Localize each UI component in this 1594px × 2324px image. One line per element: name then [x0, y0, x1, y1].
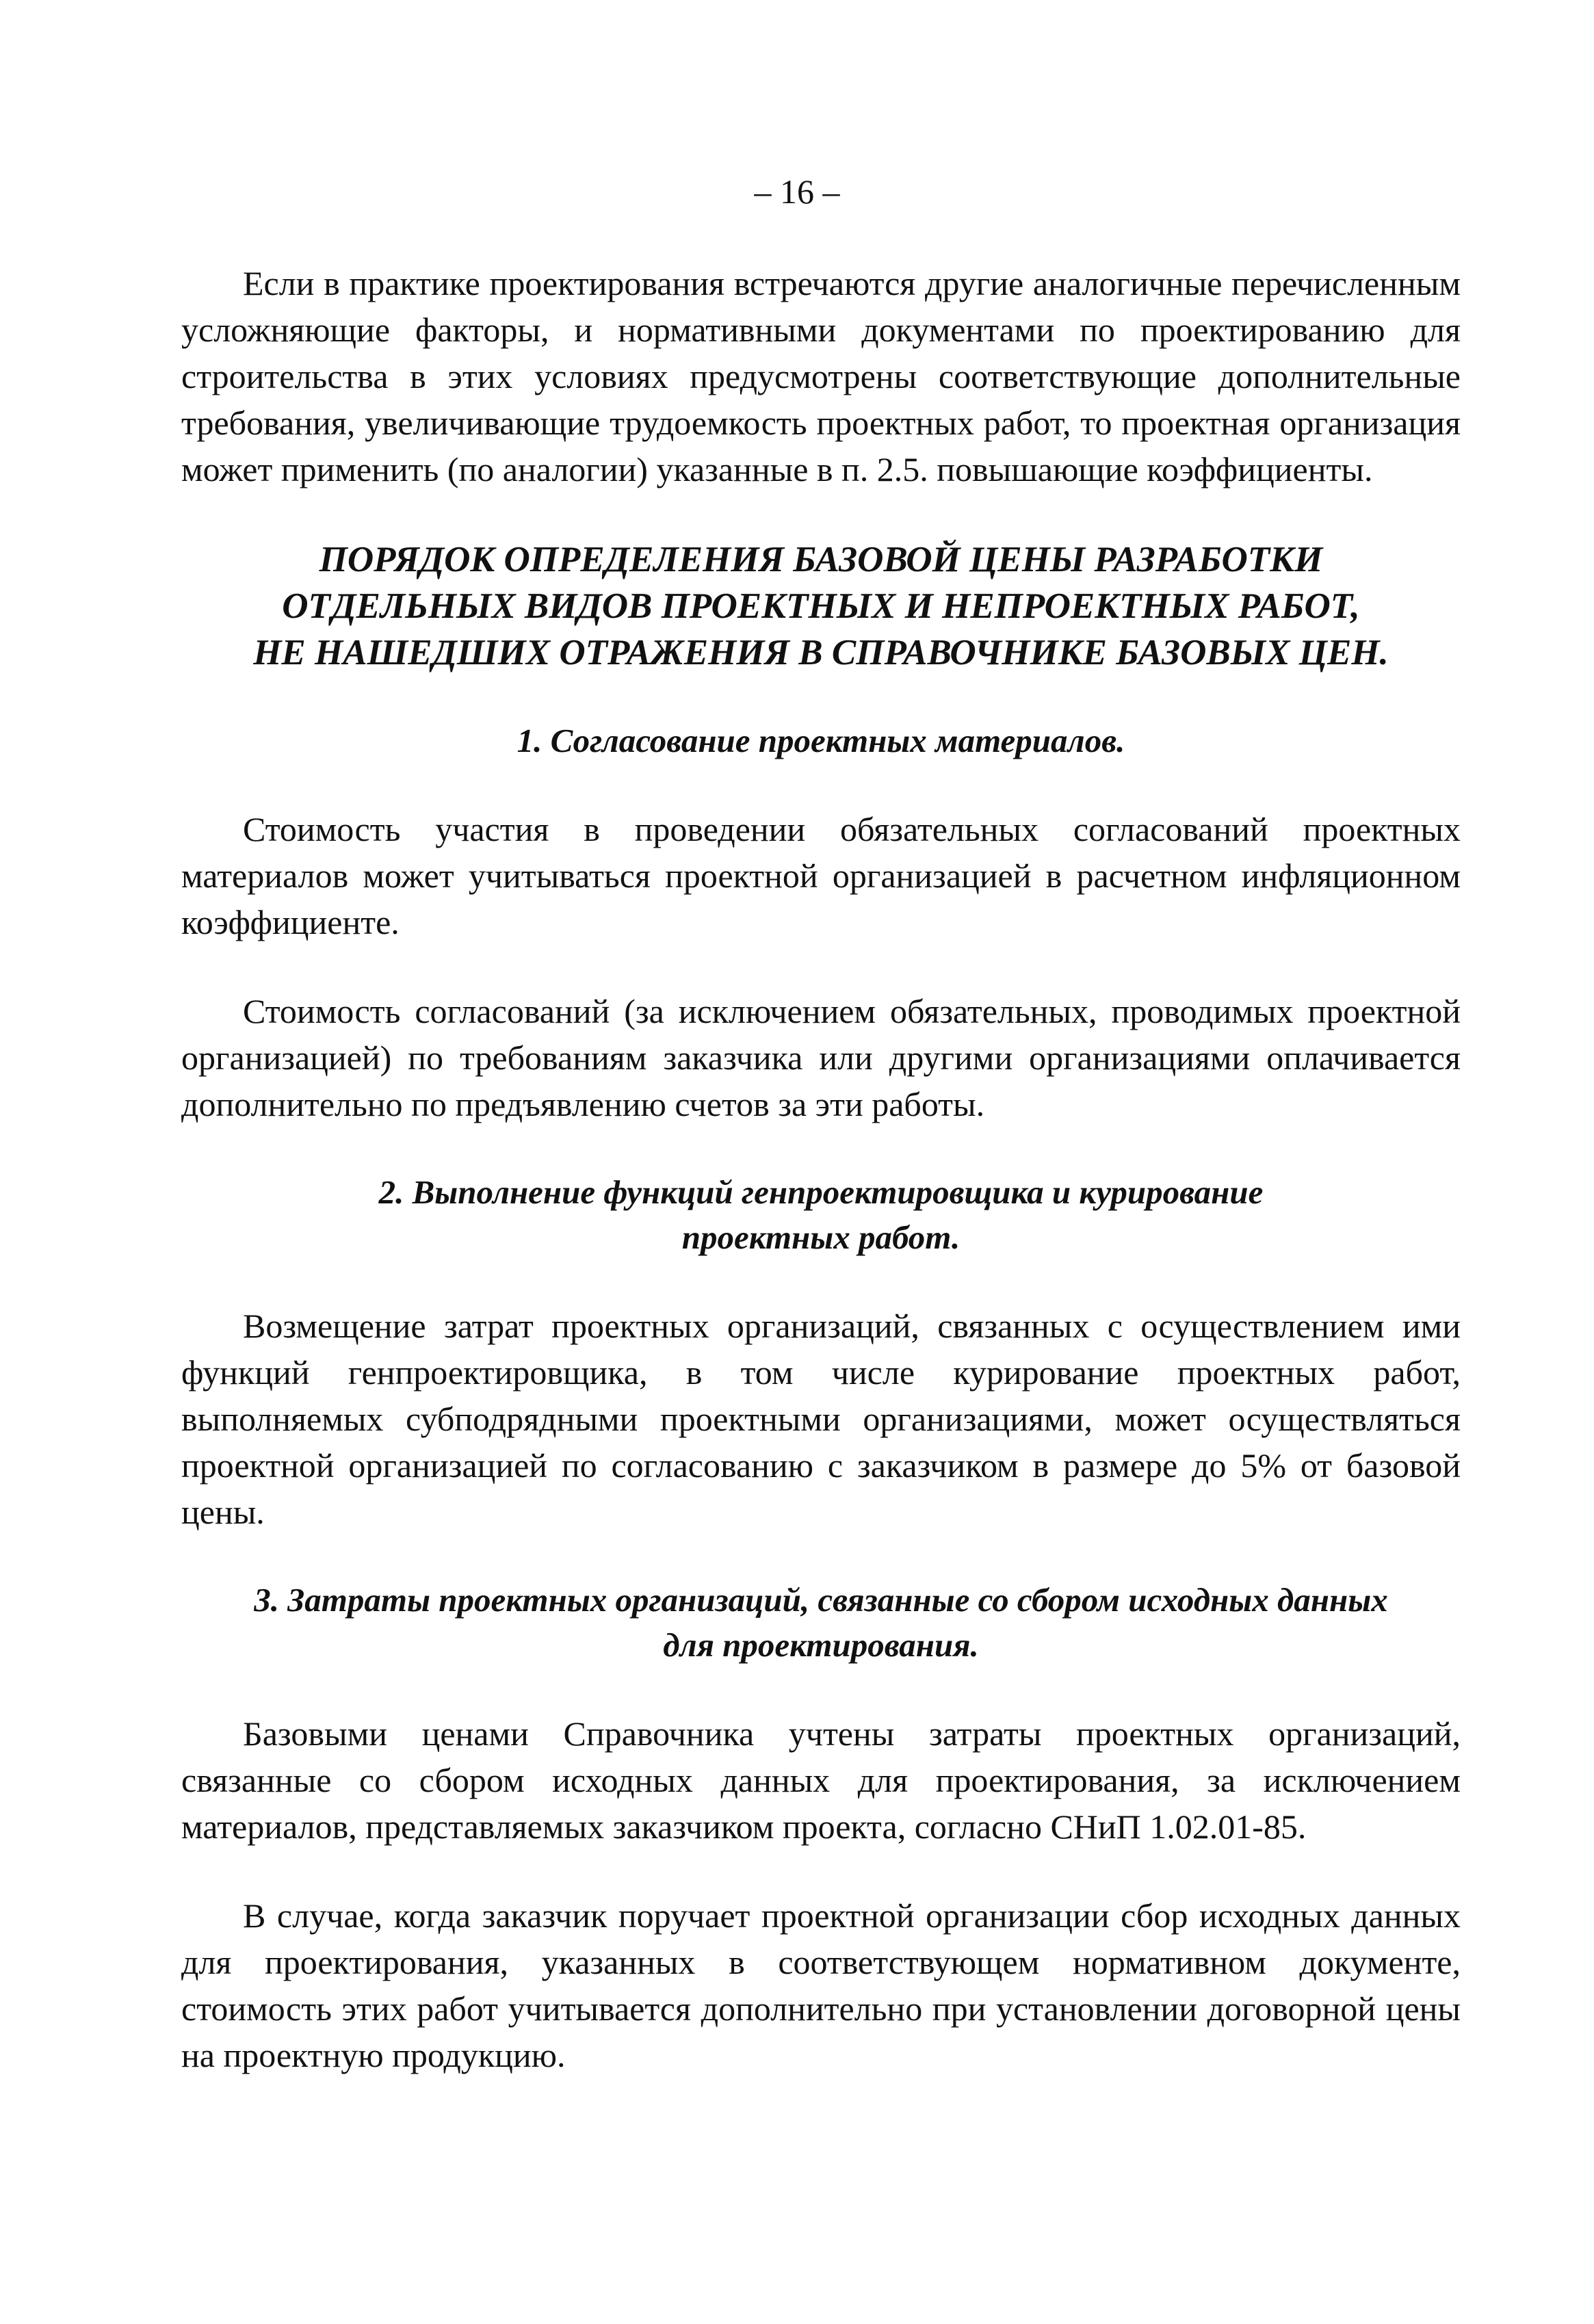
main-heading-line-2: ОТДЕЛЬНЫХ ВИДОВ ПРОЕКТНЫХ И НЕПРОЕКТНЫХ РАБОТ,: [282, 586, 1360, 626]
section-1-paragraph-2: Стоимость согласований (за исключением обязательных, проводимых проектной организацией) по требованиям заказчика или другими организациями оплачивается дополнительно по предъявлению счетов за эти работы.: [181, 992, 1461, 1123]
section-3-paragraph-2: В случае, когда заказчик поручает проектной организации сбор исходных данных для проектирования, указанных в соответствующем нормативном документе, стоимость этих работ учитывается дополнительно при установлении договорной цены на проектную продукцию.: [181, 1896, 1461, 2074]
main-heading-line-3: НЕ НАШЕДШИХ ОТРАЖЕНИЯ В СПРАВОЧНИКЕ БАЗОВЫХ ЦЕН.: [253, 633, 1389, 673]
main-heading: [181, 536, 1461, 676]
section-3-heading-line-2: для проектирования.: [663, 1626, 979, 1664]
section-3-paragraph-1: Базовыми ценами Справочника учтены затраты проектных организаций, связанные со сбором исходных данных для проектирования, за исключением материалов, представляемых заказчиком проекта, согласно СНиП 1.02.01-85.: [181, 1714, 1461, 1846]
section-2-heading-line-2: проектных работ.: [681, 1218, 961, 1256]
section-3-heading: [181, 1578, 1461, 1668]
page-number: – 16 –: [754, 172, 840, 211]
section-1-heading-line-1: 1. Согласование проектных материалов.: [517, 722, 1125, 759]
section-1-paragraph-1: Стоимость участия в проведении обязательных согласований проектных материалов может учитываться проектной организацией в расчетном инфляционном коэффициенте.: [181, 810, 1461, 941]
section-1-heading: [181, 718, 1461, 763]
intro-paragraph: Если в практике проектирования встречаются другие аналогичные перечисленным усложняющие факторы, и нормативными документами по проектированию для строительства в этих условиях предусмотрены соответствующие дополнительные требования, увеличивающие трудоемкость проектных работ, то проектная организация может применить (по аналогии) указанные в п. 2.5. повышающие коэффициенты.: [181, 264, 1461, 488]
main-heading-line-1: ПОРЯДОК ОПРЕДЕЛЕНИЯ БАЗОВОЙ ЦЕНЫ РАЗРАБОТКИ: [319, 540, 1323, 579]
section-3-heading-line-1: 3. Затраты проектных организаций, связанные со сбором исходных данных: [254, 1581, 1388, 1619]
page-content: [181, 260, 1461, 2078]
section-2-paragraph-1: Возмещение затрат проектных организаций, связанных с осуществлением ими функций генпроектировщика, в том числе курирование проектных работ, выполняемых субподрядными проектными организациями, может осуществляться проектной организацией по согласованию с заказчиком в размере до 5% от базовой цены.: [181, 1307, 1461, 1531]
section-2-heading: [181, 1170, 1461, 1260]
section-2-heading-line-1: 2. Выполнение функций генпроектировщика и курирование: [378, 1173, 1264, 1211]
